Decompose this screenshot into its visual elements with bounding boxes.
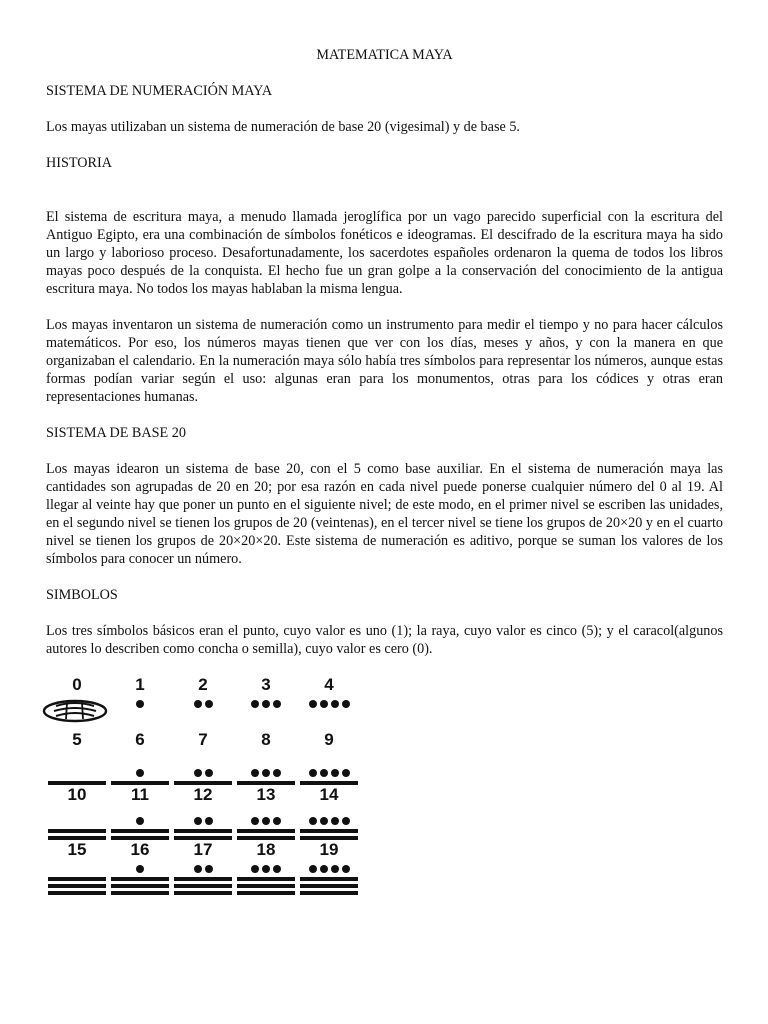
numeral-symbol bbox=[172, 696, 234, 730]
numeral-symbol bbox=[298, 806, 360, 840]
numeral-11 bbox=[109, 786, 171, 840]
dot-icon bbox=[251, 817, 259, 825]
dot-row bbox=[235, 769, 297, 777]
bar-icon bbox=[300, 884, 358, 888]
dot-icon bbox=[342, 817, 350, 825]
dot-icon bbox=[273, 769, 281, 777]
dot-row bbox=[298, 769, 360, 777]
bar-icon bbox=[237, 884, 295, 888]
numeral-19 bbox=[298, 841, 360, 895]
numeral-symbol bbox=[298, 696, 360, 730]
numeral-label: 17 bbox=[193, 840, 213, 859]
numeral-17 bbox=[172, 841, 234, 895]
numeral-label: 9 bbox=[324, 730, 334, 749]
section-heading-simbolos: SIMBOLOS bbox=[46, 587, 118, 603]
dot-icon bbox=[331, 700, 339, 708]
numeral-symbol bbox=[172, 806, 234, 840]
base-20-paragraph: Los mayas idearon un sistema de base 20, con el 5 como base auxiliar. En el sistema de numeración maya las cantidades son agrupadas de 20 en 20; por esa razón en cada nivel puede ponerse cualquier número del 0 al 19. Al llegar al veinte hay que poner un punto en el siguiente nivel; de este modo, en el primer nivel se escriben las unidades, en el segundo nivel se tienen los grupos de 20 (veintenas), en el tercer nivel se tiene los grupos de 20×20 y en el cuarto nivel se tienen los grupos de 20×20×20. Este sistema de numeración es aditivo, porque se suman los valores de los símbolos para conocer un número. bbox=[46, 461, 723, 567]
dot-icon bbox=[309, 817, 317, 825]
dot-icon bbox=[136, 769, 144, 777]
numeral-label: 11 bbox=[131, 785, 149, 804]
dot-icon bbox=[262, 865, 270, 873]
dot-icon bbox=[309, 700, 317, 708]
numeral-symbol bbox=[298, 861, 360, 895]
bar-icon bbox=[174, 884, 232, 888]
dot-row bbox=[298, 817, 360, 825]
numeral-symbol bbox=[235, 861, 297, 895]
numeral-2 bbox=[172, 676, 234, 730]
bar-icon bbox=[237, 877, 295, 881]
numeral-symbol bbox=[172, 861, 234, 895]
dot-icon bbox=[251, 769, 259, 777]
numeral-18 bbox=[235, 841, 297, 895]
dot-icon bbox=[320, 817, 328, 825]
dot-icon bbox=[262, 700, 270, 708]
dot-icon bbox=[342, 700, 350, 708]
bar-icon bbox=[300, 877, 358, 881]
bar-icon bbox=[174, 891, 232, 895]
numeral-12 bbox=[172, 786, 234, 840]
numeral-symbol bbox=[46, 861, 108, 895]
dot-icon bbox=[309, 865, 317, 873]
dot-icon bbox=[331, 817, 339, 825]
numeral-label: 2 bbox=[198, 675, 208, 694]
numeral-label: 3 bbox=[261, 675, 271, 694]
numeral-symbol bbox=[172, 751, 234, 785]
dot-row bbox=[109, 700, 171, 708]
numeral-1 bbox=[109, 676, 171, 730]
numeral-13 bbox=[235, 786, 297, 840]
dot-icon bbox=[309, 769, 317, 777]
numeral-3 bbox=[235, 676, 297, 730]
dot-icon bbox=[320, 865, 328, 873]
numeral-label: 7 bbox=[198, 730, 208, 749]
numeral-symbol bbox=[109, 806, 171, 840]
dot-icon bbox=[273, 700, 281, 708]
section-heading-historia: HISTORIA bbox=[46, 155, 112, 171]
dot-icon bbox=[320, 769, 328, 777]
numeral-symbol bbox=[46, 751, 108, 785]
dot-icon bbox=[194, 817, 202, 825]
numeral-6 bbox=[109, 731, 171, 785]
dot-row bbox=[172, 865, 234, 873]
numeral-7 bbox=[172, 731, 234, 785]
dot-icon bbox=[331, 865, 339, 873]
bar-icon bbox=[48, 891, 106, 895]
dot-row bbox=[172, 700, 234, 708]
numeral-16 bbox=[109, 841, 171, 895]
numeral-9 bbox=[298, 731, 360, 785]
dot-row bbox=[172, 817, 234, 825]
numeral-10 bbox=[46, 786, 108, 840]
numeral-symbol bbox=[235, 751, 297, 785]
bar-icon bbox=[111, 877, 169, 881]
dot-row bbox=[298, 865, 360, 873]
numeral-label: 0 bbox=[72, 675, 82, 694]
bar-icon bbox=[48, 884, 106, 888]
section-heading-numeracion: SISTEMA DE NUMERACIÓN MAYA bbox=[46, 83, 273, 99]
bar-icon bbox=[174, 877, 232, 881]
dot-icon bbox=[273, 865, 281, 873]
numeral-label: 8 bbox=[261, 730, 271, 749]
numeral-symbol bbox=[46, 696, 108, 730]
numeral-label: 6 bbox=[135, 730, 145, 749]
numeral-symbol bbox=[109, 861, 171, 895]
dot-icon bbox=[320, 700, 328, 708]
dot-row bbox=[235, 865, 297, 873]
dot-icon bbox=[262, 817, 270, 825]
document-title: MATEMATICA MAYA bbox=[316, 47, 453, 63]
bar-icon bbox=[300, 829, 358, 833]
dot-row bbox=[298, 700, 360, 708]
bar-icon bbox=[111, 884, 169, 888]
numeral-label: 15 bbox=[67, 840, 87, 859]
dot-icon bbox=[136, 817, 144, 825]
numeral-0 bbox=[46, 676, 108, 730]
historia-paragraph-2: Los mayas inventaron un sistema de numeración como un instrumento para medir el tiempo y no para hacer cálculos matemáticos. Por eso, los números mayas tienen que ver con los días, meses y años, y con la manera en que organizaban el calendario. En la numeración maya sólo había tres símbolos para representar los números, aunque estas formas podían variar según el uso: algunas eran para los monumentos, otras para los códices y otras eran representaciones humanas. bbox=[46, 317, 723, 405]
numeral-symbol bbox=[109, 696, 171, 730]
numeral-label: 10 bbox=[67, 785, 87, 804]
numeral-label: 19 bbox=[319, 840, 339, 859]
numeral-label: 12 bbox=[193, 785, 213, 804]
numeral-14 bbox=[298, 786, 360, 840]
dot-row bbox=[109, 865, 171, 873]
document-page bbox=[46, 46, 723, 676]
numeral-label: 1 bbox=[135, 675, 145, 694]
numeral-symbol bbox=[235, 696, 297, 730]
numeral-4 bbox=[298, 676, 360, 730]
section-heading-base-20: SISTEMA DE BASE 20 bbox=[46, 425, 186, 441]
bar-icon bbox=[174, 829, 232, 833]
dot-icon bbox=[205, 865, 213, 873]
bar-icon bbox=[111, 829, 169, 833]
dot-row bbox=[109, 769, 171, 777]
spacer bbox=[46, 190, 723, 208]
bar-icon bbox=[111, 891, 169, 895]
dot-icon bbox=[205, 817, 213, 825]
dot-row bbox=[235, 817, 297, 825]
numeral-label: 18 bbox=[256, 840, 276, 859]
dot-icon bbox=[251, 700, 259, 708]
dot-icon bbox=[342, 865, 350, 873]
numeral-5 bbox=[46, 731, 108, 785]
dot-row bbox=[109, 817, 171, 825]
numeral-label: 4 bbox=[324, 675, 334, 694]
numeral-label: 14 bbox=[319, 785, 339, 804]
numeral-label: 5 bbox=[72, 730, 82, 749]
bar-icon bbox=[237, 891, 295, 895]
numeral-label: 16 bbox=[130, 840, 150, 859]
simbolos-paragraph: Los tres símbolos básicos eran el punto, cuyo valor es uno (1); la raya, cuyo valor es cinco (5); y el caracol(algunos autores lo describen como concha o semilla), cuyo valor es cero (0). bbox=[46, 623, 723, 657]
dot-icon bbox=[251, 865, 259, 873]
bar-icon bbox=[48, 829, 106, 833]
dot-icon bbox=[342, 769, 350, 777]
bar-icon bbox=[237, 829, 295, 833]
section-text-numeracion: Los mayas utilizaban un sistema de numeración de base 20 (vigesimal) y de base 5. bbox=[46, 119, 520, 135]
dot-row bbox=[172, 769, 234, 777]
shell-icon bbox=[42, 698, 108, 724]
numeral-15 bbox=[46, 841, 108, 895]
dot-icon bbox=[205, 769, 213, 777]
dot-row bbox=[235, 700, 297, 708]
bar-icon bbox=[300, 891, 358, 895]
dot-icon bbox=[194, 700, 202, 708]
dot-icon bbox=[194, 769, 202, 777]
dot-icon bbox=[205, 700, 213, 708]
numeral-symbol bbox=[46, 806, 108, 840]
dot-icon bbox=[262, 769, 270, 777]
dot-icon bbox=[136, 700, 144, 708]
numeral-symbol bbox=[235, 806, 297, 840]
dot-icon bbox=[331, 769, 339, 777]
numeral-symbol bbox=[298, 751, 360, 785]
dot-icon bbox=[273, 817, 281, 825]
numeral-8 bbox=[235, 731, 297, 785]
maya-numerals-figure bbox=[46, 676, 376, 898]
dot-icon bbox=[136, 865, 144, 873]
numeral-label: 13 bbox=[256, 785, 276, 804]
historia-paragraph-1: El sistema de escritura maya, a menudo llamada jeroglífica por un vago parecido superficial con la escritura del Antiguo Egipto, era una combinación de símbolos fonéticos e ideogramas. El descifrado de la escritura maya ha sido un largo y laborioso proceso. Desafortunadamente, los sacerdotes españoles ordenaron la quema de todos los libros mayas poco después de la conquista. El hecho fue un gran golpe a la conservación del conocimiento de la antigua escritura maya. No todos los mayas hablaban la misma lengua. bbox=[46, 209, 723, 297]
bar-icon bbox=[48, 877, 106, 881]
numeral-symbol bbox=[109, 751, 171, 785]
dot-icon bbox=[194, 865, 202, 873]
